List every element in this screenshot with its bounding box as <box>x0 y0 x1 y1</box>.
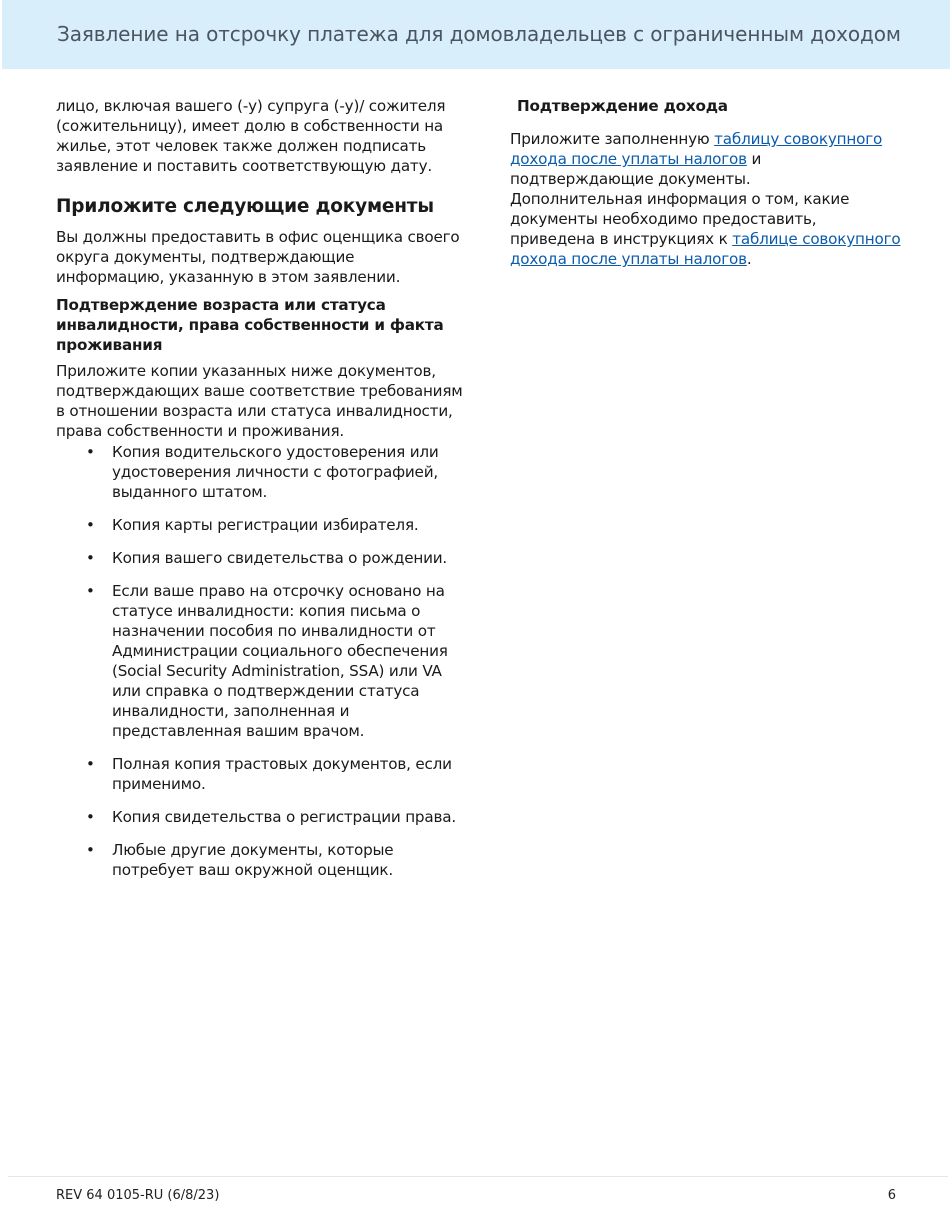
list-item-text: Копия карты регистрации избирателя. <box>112 516 419 534</box>
income-proof-paragraph <box>510 129 905 189</box>
subsection-heading-proof: Подтверждение возраста или статуса инвалидности, права собственности и факта проживания <box>56 296 444 354</box>
subsection-paragraph: Приложите копии указанных ниже документов, подтверждающих ваше соответствие требованиям в отношении возраста или статуса инвалидности, права собственности и проживания. <box>56 362 463 440</box>
page-number: 6 <box>887 1188 896 1203</box>
list-item <box>56 442 464 502</box>
document-title: Заявление на отсрочку платежа для домовладельцев с ограниченным доходом <box>57 22 901 46</box>
list-item-text: Копия вашего свидетельства о рождении. <box>112 549 448 567</box>
bullet-icon: • <box>86 443 95 461</box>
bullet-icon: • <box>86 755 95 773</box>
paragraph-text: . <box>746 250 752 268</box>
list-item-text: Копия свидетельства о регистрации права. <box>112 808 456 826</box>
paragraph-text: Дополнительная информация о том, какие документы необходимо предоставить, приведена в инструкциях к <box>510 190 850 248</box>
section-paragraph: Вы должны предоставить в офис оценщика своего округа документы, подтверждающие информацию, указанную в этом заявлении. <box>56 228 460 286</box>
paragraph-text: Приложите заполненную <box>510 130 715 148</box>
list-item <box>56 515 464 535</box>
documents-list <box>56 442 464 880</box>
list-item <box>56 840 464 880</box>
bullet-icon: • <box>86 808 95 826</box>
list-item <box>56 548 464 568</box>
footer-divider <box>8 1176 948 1177</box>
list-item <box>56 581 464 741</box>
bullet-icon: • <box>86 582 95 600</box>
list-item-text: Копия водительского удостоверения или удостоверения личности с фотографией, выданного штатом. <box>112 443 439 501</box>
list-item-text: Если ваше право на отсрочку основано на статусе инвалидности: копия письма о назначении пособия по инвалидности от Администрации социального обеспечения (Social Security Administration, SSA) или VA или справка о подтверждении статуса инвалидности, заполненная и представленная вашим врачом. <box>112 582 448 740</box>
paragraph-text: и подтверждающие документы. <box>510 150 762 188</box>
additional-info-paragraph <box>510 189 905 269</box>
left-column <box>56 96 464 893</box>
list-item <box>56 754 464 794</box>
worksheet-instructions-link[interactable]: таблице совокупного дохода после уплаты налогов <box>510 230 901 268</box>
form-number: REV 64 0105-RU (6/8/23) <box>56 1188 220 1203</box>
list-item-text: Полная копия трастовых документов, если применимо. <box>112 755 452 793</box>
income-worksheet-link[interactable]: таблицу совокупного дохода после уплаты налогов <box>510 130 883 168</box>
income-proof-heading: Подтверждение дохода <box>517 97 728 115</box>
intro-paragraph: лицо, включая вашего (-у) супруга (-у)/ сожителя (сожительницу), имеет долю в собственности на жилье, этот человек также должен подписать заявление и поставить соответствующую дату. <box>56 97 446 175</box>
page-header <box>2 0 950 69</box>
bullet-icon: • <box>86 841 95 859</box>
list-item <box>56 807 464 827</box>
section-heading-documents: Приложите следующие документы <box>56 196 434 217</box>
bullet-icon: • <box>86 516 95 534</box>
right-column <box>510 96 905 269</box>
bullet-icon: • <box>86 549 95 567</box>
list-item-text: Любые другие документы, которые потребует ваш окружной оценщик. <box>112 841 394 879</box>
